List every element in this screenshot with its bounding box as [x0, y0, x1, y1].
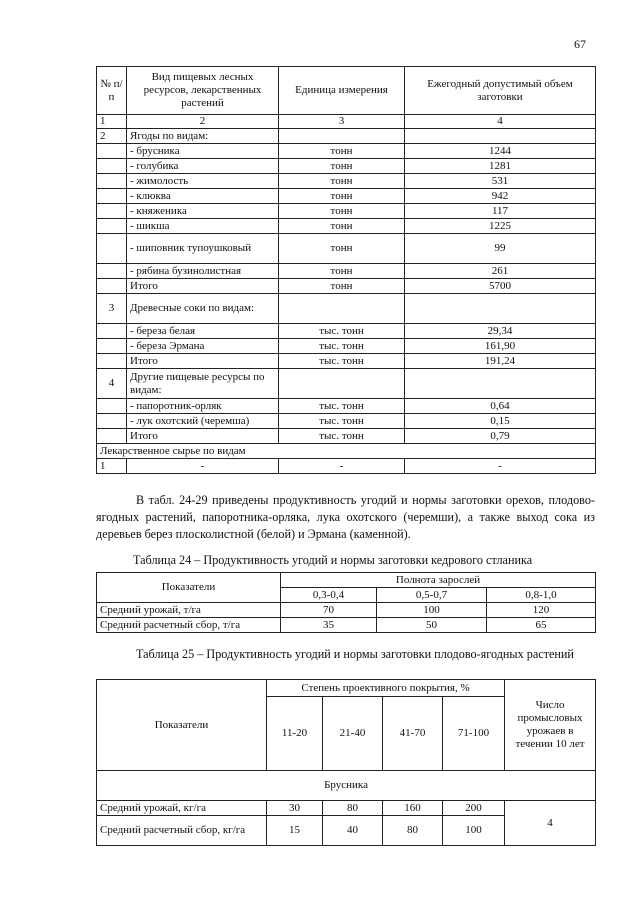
medicinal-title: Лекарственное сырье по видам — [97, 444, 596, 459]
header-resource-type: Вид пищевых лесных ресурсов, лекарственных растений — [127, 67, 279, 115]
row-unit: тыс. тонн — [279, 354, 405, 369]
row-num: 1 — [97, 459, 127, 474]
header-indicators: Показатели — [97, 680, 267, 771]
row-value: 0,15 — [405, 414, 596, 429]
row-unit: тонн — [279, 279, 405, 294]
header-density-group: Полнота зарослей — [281, 573, 596, 588]
row-value: - — [405, 459, 596, 474]
row-unit: тыс. тонн — [279, 414, 405, 429]
row-value: 0,64 — [405, 399, 596, 414]
header-cover: 11-20 — [267, 697, 323, 771]
row-value: 1281 — [405, 159, 596, 174]
row-value: 70 — [281, 603, 377, 618]
row-name: - береза Эрмана — [127, 339, 279, 354]
row-value: 160 — [383, 801, 443, 816]
header-density: 0,3-0,4 — [281, 588, 377, 603]
table-24-caption: Таблица 24 – Продуктивность угодий и нормы заготовки кедрового стланика — [133, 553, 533, 567]
harvest-years-value: 4 — [505, 801, 596, 846]
table-row — [97, 603, 596, 618]
medicinal-section-row — [97, 444, 596, 459]
row-unit: тонн — [279, 159, 405, 174]
header-cover: 71-100 — [443, 697, 505, 771]
table-row — [97, 144, 596, 159]
row-unit: тонн — [279, 144, 405, 159]
table-header-row — [97, 573, 596, 588]
row-unit: тонн — [279, 204, 405, 219]
row-value: 100 — [377, 603, 487, 618]
row-value: 40 — [323, 816, 383, 846]
header-density: 0,8-1,0 — [487, 588, 596, 603]
table-row — [97, 159, 596, 174]
row-name: - княженика — [127, 204, 279, 219]
row-value: 15 — [267, 816, 323, 846]
row-unit: тонн — [279, 189, 405, 204]
species-title: Брусника — [97, 771, 596, 801]
row-unit: тонн — [279, 174, 405, 189]
header-density: 0,5-0,7 — [377, 588, 487, 603]
row-value: 100 — [443, 816, 505, 846]
total-row — [97, 429, 596, 444]
row-value: 0,79 — [405, 429, 596, 444]
row-name: - береза белая — [127, 324, 279, 339]
row-name: - рябина бузинолистная — [127, 264, 279, 279]
row-unit: тонн — [279, 219, 405, 234]
row-label: Средний расчетный сбор, кг/га — [97, 816, 267, 846]
section-num: 2 — [97, 129, 127, 144]
table-row — [97, 174, 596, 189]
row-value: 29,34 — [405, 324, 596, 339]
row-label: Средний урожай, т/га — [97, 603, 281, 618]
header-cover: 21-40 — [323, 697, 383, 771]
table-25-caption: Таблица 25 – Продуктивность угодий и нормы заготовки плодово-ягодных растений — [136, 647, 574, 661]
row-value: 50 — [377, 618, 487, 633]
section-title: Другие пищевые ресурсы по видам: — [127, 369, 279, 399]
row-name: - — [127, 459, 279, 474]
table-header-row — [97, 67, 596, 115]
header-indicators: Показатели — [97, 573, 281, 603]
row-name: - голубика — [127, 159, 279, 174]
row-value: 531 — [405, 174, 596, 189]
row-value: 80 — [383, 816, 443, 846]
section-row — [97, 294, 596, 324]
row-label: Средний расчетный сбор, т/га — [97, 618, 281, 633]
table-25 — [96, 679, 596, 846]
section-row — [97, 129, 596, 144]
table-row — [97, 204, 596, 219]
row-unit: тыс. тонн — [279, 339, 405, 354]
col-number: 2 — [127, 115, 279, 129]
header-cover-group: Степень проективного покрытия, % — [267, 680, 505, 697]
row-name: - шиповник тупоушковый — [127, 234, 279, 264]
row-value: 30 — [267, 801, 323, 816]
table-row — [97, 459, 596, 474]
row-unit: тыс. тонн — [279, 399, 405, 414]
row-name: - шикша — [127, 219, 279, 234]
table-row — [97, 339, 596, 354]
row-name: Итого — [127, 279, 279, 294]
table-row — [97, 234, 596, 264]
row-value: 99 — [405, 234, 596, 264]
table-row — [97, 189, 596, 204]
header-cover: 41-70 — [383, 697, 443, 771]
section-title: Ягоды по видам: — [127, 129, 279, 144]
species-row — [97, 771, 596, 801]
row-value: 65 — [487, 618, 596, 633]
row-name: - жимолость — [127, 174, 279, 189]
row-value: 191,24 — [405, 354, 596, 369]
row-value: 5700 — [405, 279, 596, 294]
row-unit: - — [279, 459, 405, 474]
row-unit: тыс. тонн — [279, 324, 405, 339]
header-unit: Единица измерения — [279, 67, 405, 115]
section-num: 4 — [97, 369, 127, 399]
body-paragraph: В табл. 24-29 приведены продуктивность угодий и нормы заготовки орехов, плодово-ягодных растений, папоротника-орляка, лука охотского (черемши), а также выход сока из деревьев берез плосколистной (белой) и Эрмана (каменной). — [96, 493, 595, 541]
row-name: - брусника — [127, 144, 279, 159]
table-header-row — [97, 680, 596, 697]
col-number: 4 — [405, 115, 596, 129]
table-row — [97, 399, 596, 414]
row-value: 117 — [405, 204, 596, 219]
table-row — [97, 414, 596, 429]
row-value: 1225 — [405, 219, 596, 234]
row-name: - лук охотский (черемша) — [127, 414, 279, 429]
resources-table — [96, 66, 596, 474]
row-value: 261 — [405, 264, 596, 279]
row-label: Средний урожай, кг/га — [97, 801, 267, 816]
row-name: - папоротник-орляк — [127, 399, 279, 414]
section-row — [97, 369, 596, 399]
col-number: 1 — [97, 115, 127, 129]
total-row — [97, 279, 596, 294]
row-value: 35 — [281, 618, 377, 633]
header-harvest-years: Число промысловых урожаев в течении 10 лет — [505, 680, 596, 771]
row-name: - клюква — [127, 189, 279, 204]
row-value: 161,90 — [405, 339, 596, 354]
row-value: 1244 — [405, 144, 596, 159]
col-number: 3 — [279, 115, 405, 129]
table-row — [97, 219, 596, 234]
section-num: 3 — [97, 294, 127, 324]
page-number: 67 — [574, 37, 586, 51]
row-unit: тонн — [279, 264, 405, 279]
header-annual-volume: Ежегодный допустимый объем заготовки — [405, 67, 596, 115]
row-value: 120 — [487, 603, 596, 618]
row-unit: тыс. тонн — [279, 429, 405, 444]
row-name: Итого — [127, 429, 279, 444]
total-row — [97, 354, 596, 369]
table-row — [97, 801, 596, 816]
row-value: 200 — [443, 801, 505, 816]
table-row — [97, 618, 596, 633]
row-name: Итого — [127, 354, 279, 369]
row-unit: тонн — [279, 234, 405, 264]
header-num: № п/п — [97, 67, 127, 115]
row-value: 942 — [405, 189, 596, 204]
table-row — [97, 264, 596, 279]
row-value: 80 — [323, 801, 383, 816]
column-numbers-row — [97, 115, 596, 129]
section-title: Древесные соки по видам: — [127, 294, 279, 324]
table-24 — [96, 572, 596, 633]
table-row — [97, 324, 596, 339]
